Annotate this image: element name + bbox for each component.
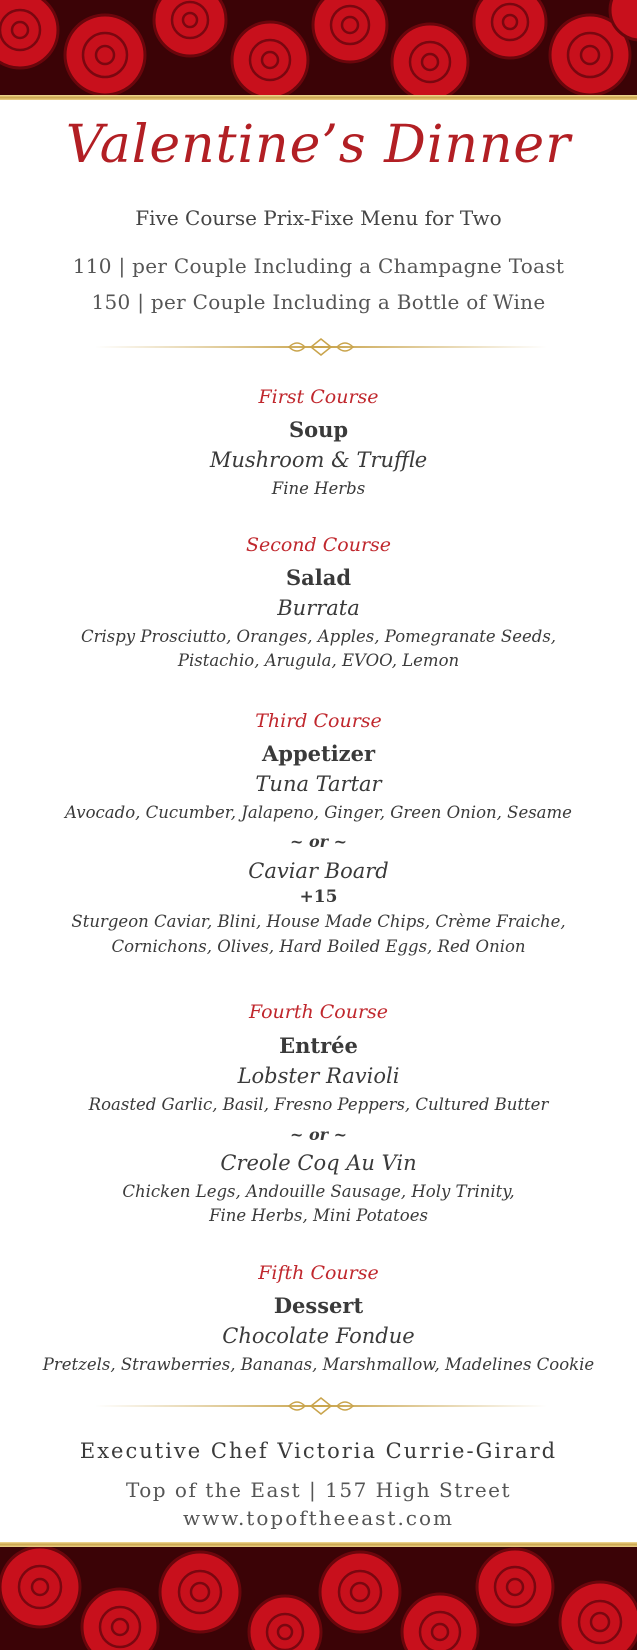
dish-description: Crispy Prosciutto, Oranges, Apples, Pomegranate Seeds, <box>80 627 557 646</box>
course-type-entree: Entrée <box>279 1033 358 1058</box>
dish-description: Fine Herbs <box>271 479 366 498</box>
website-link[interactable]: www.topoftheeast.com <box>182 1506 455 1530</box>
dish-description: Cornichons, Olives, Hard Boiled Eggs, Red Onion <box>111 937 526 956</box>
surcharge: +15 <box>299 887 338 907</box>
dish-description: Sturgeon Caviar, Blini, House Made Chips, Crème Fraiche, <box>71 912 566 931</box>
dish-tuna-tartar: Tuna Tartar <box>255 772 382 796</box>
roses-image-top <box>0 0 637 95</box>
dish-description: Avocado, Cucumber, Jalapeno, Ginger, Green Onion, Sesame <box>65 803 572 822</box>
rose-banner-bottom <box>0 1547 637 1650</box>
gold-border-top <box>0 95 637 100</box>
dish-chocolate-fondue: Chocolate Fondue <box>222 1324 415 1348</box>
course-type-soup: Soup <box>288 417 349 442</box>
executive-chef: Executive Chef Victoria Currie-Girard <box>79 1439 558 1463</box>
rose-banner-top <box>0 0 637 95</box>
course-label-fourth: Fourth Course <box>248 1001 389 1023</box>
dish-creole-coq-au-vin: Creole Coq Au Vin <box>220 1151 417 1175</box>
menu-subtitle: Five Course Prix-Fixe Menu for Two <box>135 206 502 230</box>
or-separator: ~ or ~ <box>289 832 348 851</box>
price-line-champagne: 110 | per Couple Including a Champagne Toast <box>72 254 565 278</box>
ornamental-divider-bottom <box>95 1396 547 1416</box>
menu-title: Valentine’s Dinner <box>65 115 572 175</box>
or-separator: ~ or ~ <box>289 1125 348 1144</box>
roses-image-bottom <box>0 1547 637 1650</box>
dish-description: Fine Herbs, Mini Potatoes <box>209 1206 428 1225</box>
dish-lobster-ravioli: Lobster Ravioli <box>237 1064 400 1088</box>
dish-description: Roasted Garlic, Basil, Fresno Peppers, Cultured Butter <box>88 1095 549 1114</box>
course-type-appetizer: Appetizer <box>261 741 376 766</box>
course-label-first: First Course <box>258 386 379 408</box>
course-type-salad: Salad <box>285 565 352 590</box>
price-line-wine: 150 | per Couple Including a Bottle of Wine <box>91 290 546 314</box>
course-label-third: Third Course <box>255 710 382 732</box>
course-type-dessert: Dessert <box>273 1293 364 1318</box>
course-label-second: Second Course <box>245 534 392 556</box>
restaurant-address: Top of the East | 157 High Street <box>125 1478 512 1502</box>
dish-description: Chicken Legs, Andouille Sausage, Holy Trinity, <box>122 1182 515 1201</box>
dish-caviar-board: Caviar Board <box>248 859 389 883</box>
dish-mushroom-truffle: Mushroom & Truffle <box>209 448 428 472</box>
course-label-fifth: Fifth Course <box>258 1262 379 1284</box>
ornamental-divider-top <box>95 337 547 357</box>
dish-description: Pistachio, Arugula, EVOO, Lemon <box>177 651 460 670</box>
dish-burrata: Burrata <box>277 596 360 620</box>
dish-description: Pretzels, Strawberries, Bananas, Marshmallow, Madelines Cookie <box>42 1355 595 1374</box>
